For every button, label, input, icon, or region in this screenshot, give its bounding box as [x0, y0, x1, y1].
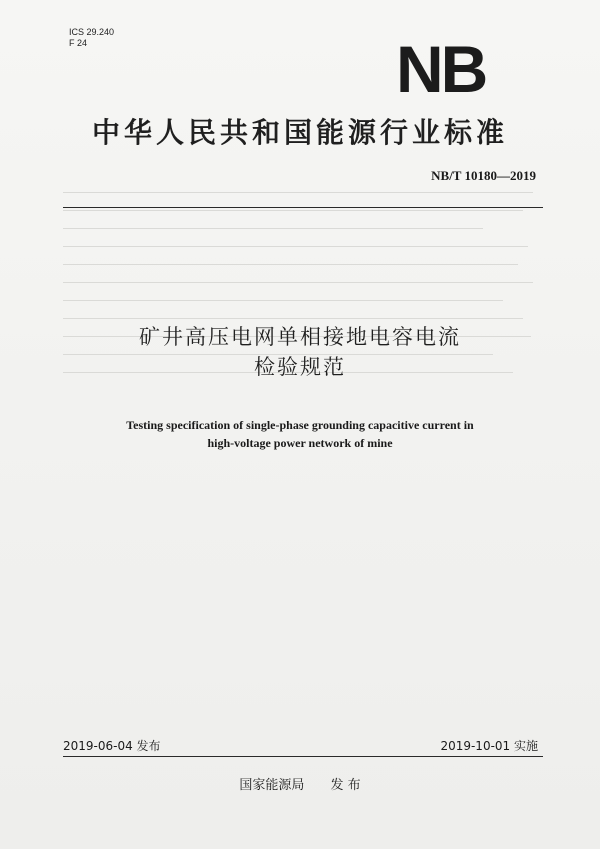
- chinese-title-line-1: 矿井高压电网单相接地电容电流: [139, 325, 461, 349]
- english-title-line-1: Testing specification of single-phase grounding capacitive current in: [126, 418, 474, 432]
- standard-code: NB/T 10180—2019: [431, 168, 536, 183]
- publisher-action: 发 布: [330, 778, 361, 793]
- classification-codes: [69, 27, 114, 49]
- publisher-name: 国家能源局: [239, 778, 305, 793]
- english-title: [0, 416, 600, 452]
- issue-date: 2019-06-04 发布: [63, 739, 161, 753]
- standard-category-title: 中华人民共和国能源行业标准: [91, 116, 508, 149]
- english-title-line-2: high-voltage power network of mine: [207, 436, 393, 450]
- publisher-line: [0, 774, 600, 793]
- nb-logo: NB: [396, 32, 486, 106]
- ccs-code: F 24: [69, 38, 88, 48]
- implementation-date: 2019-10-01 实施: [440, 739, 538, 753]
- bottom-divider: [63, 756, 543, 757]
- ics-code: ICS 29.240: [69, 27, 115, 37]
- chinese-title: [0, 322, 600, 382]
- chinese-title-line-2: 检验规范: [254, 355, 346, 379]
